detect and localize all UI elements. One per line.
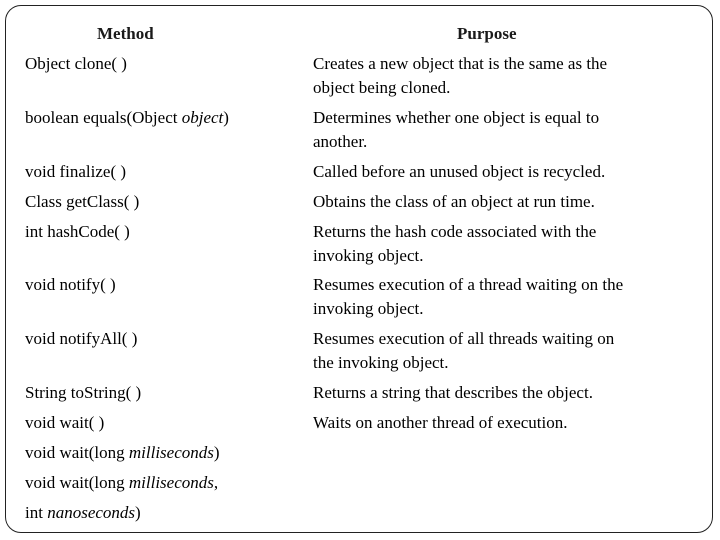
purpose-tostring: Returns a string that describes the object. xyxy=(313,383,593,402)
method-header: Method xyxy=(97,24,154,43)
purpose-hashcode: Returns the hash code associated with the invoking object. xyxy=(313,222,597,265)
method-wait-millis: void wait(long milliseconds) xyxy=(25,443,220,462)
method-hashcode: int hashCode( ) xyxy=(25,222,130,241)
method-wait-millis-nanos: void wait(long milliseconds, xyxy=(25,473,219,492)
method-tostring: String toString( ) xyxy=(25,383,142,402)
purpose-finalize: Called before an unused object is recycled. xyxy=(313,162,606,181)
method-equals: boolean equals(Object object) xyxy=(25,108,229,127)
purpose-getclass: Obtains the class of an object at run time. xyxy=(313,192,595,211)
purpose-clone: Creates a new object that is the same as the object being cloned. xyxy=(313,54,608,97)
method-wait: void wait( ) xyxy=(25,413,105,432)
method-notify: void notify( ) xyxy=(25,275,116,294)
method-notifyall: void notifyAll( ) xyxy=(25,329,138,348)
purpose-notify: Resumes execution of a thread waiting on the invoking object. xyxy=(313,275,624,318)
method-wait-nanos-cont: int nanoseconds) xyxy=(25,503,141,522)
purpose-header: Purpose xyxy=(457,24,517,43)
purpose-equals: Determines whether one object is equal to another. xyxy=(313,108,600,151)
method-clone: Object clone( ) xyxy=(25,54,127,73)
method-finalize: void finalize( ) xyxy=(25,162,127,181)
method-getclass: Class getClass( ) xyxy=(25,192,140,211)
purpose-notifyall: Resumes execution of all threads waiting on the invoking object. xyxy=(313,329,615,372)
purpose-wait: Waits on another thread of execution. xyxy=(313,413,568,432)
